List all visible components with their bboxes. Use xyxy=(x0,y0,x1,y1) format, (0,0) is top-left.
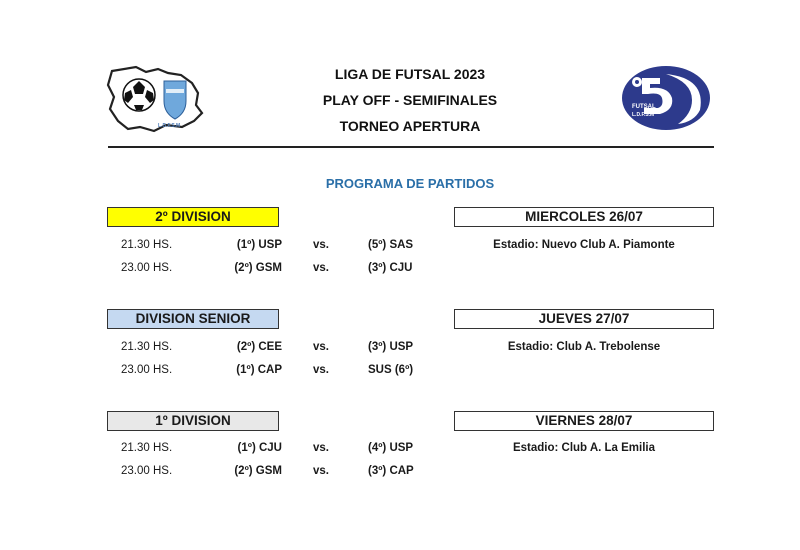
match-away: (5º) SAS xyxy=(368,239,414,251)
match-time: 21.30 HS. xyxy=(121,341,173,353)
title-line-2: PLAY OFF - SEMIFINALES xyxy=(322,92,498,108)
match-time: 23.00 HS. xyxy=(121,465,173,477)
stadium-1: Estadio: Nuevo Club A. Piamonte xyxy=(493,239,675,251)
division-box-2: 2º DIVISION xyxy=(107,207,279,227)
match-home: (2º) GSM xyxy=(234,262,282,274)
division-box-1: 1º DIVISION xyxy=(107,411,279,431)
match-away: (4º) USP xyxy=(368,442,414,454)
match-time: 23.00 HS. xyxy=(121,262,173,274)
match-vs: vs. xyxy=(313,341,329,353)
date-box-3: VIERNES 28/07 xyxy=(454,411,714,431)
match-time: 23.00 HS. xyxy=(121,364,173,376)
stadium-2: Estadio: Club A. Trebolense xyxy=(507,341,661,353)
match-time: 21.30 HS. xyxy=(121,239,173,251)
futsal-logo xyxy=(620,64,712,132)
match-away: (3º) CAP xyxy=(368,465,414,477)
title-line-1: LIGA DE FUTSAL 2023 xyxy=(334,66,486,82)
title-line-3: TORNEO APERTURA xyxy=(339,118,481,134)
league-map-logo xyxy=(106,63,206,135)
left-logo-text: L.D.F.S.M xyxy=(158,123,181,129)
match-vs: vs. xyxy=(313,442,329,454)
match-home: (2º) GSM xyxy=(234,465,282,477)
match-home: (1º) CAP xyxy=(236,364,282,376)
match-home: (2º) CEE xyxy=(236,341,282,353)
match-time: 21.30 HS. xyxy=(121,442,173,454)
program-title: PROGRAMA DE PARTIDOS xyxy=(325,176,495,191)
match-home: (1º) CJU xyxy=(237,442,282,454)
date-box-1: MIERCOLES 26/07 xyxy=(454,207,714,227)
division-box-senior: DIVISION SENIOR xyxy=(107,309,279,329)
match-home: (1º) USP xyxy=(236,239,282,251)
header-divider xyxy=(108,146,714,148)
match-vs: vs. xyxy=(313,364,329,376)
match-away: (3º) CJU xyxy=(368,262,413,274)
date-box-2: JUEVES 27/07 xyxy=(454,309,714,329)
match-vs: vs. xyxy=(313,262,329,274)
match-vs: vs. xyxy=(313,465,329,477)
stadium-3: Estadio: Club A. La Emilia xyxy=(512,442,656,454)
match-vs: vs. xyxy=(313,239,329,251)
match-away: SUS (6º) xyxy=(368,364,414,376)
right-logo-text-1: FUTSAL xyxy=(632,104,656,110)
match-away: (3º) USP xyxy=(368,341,414,353)
right-logo-text-2: L.D.F.S.M xyxy=(632,112,655,118)
